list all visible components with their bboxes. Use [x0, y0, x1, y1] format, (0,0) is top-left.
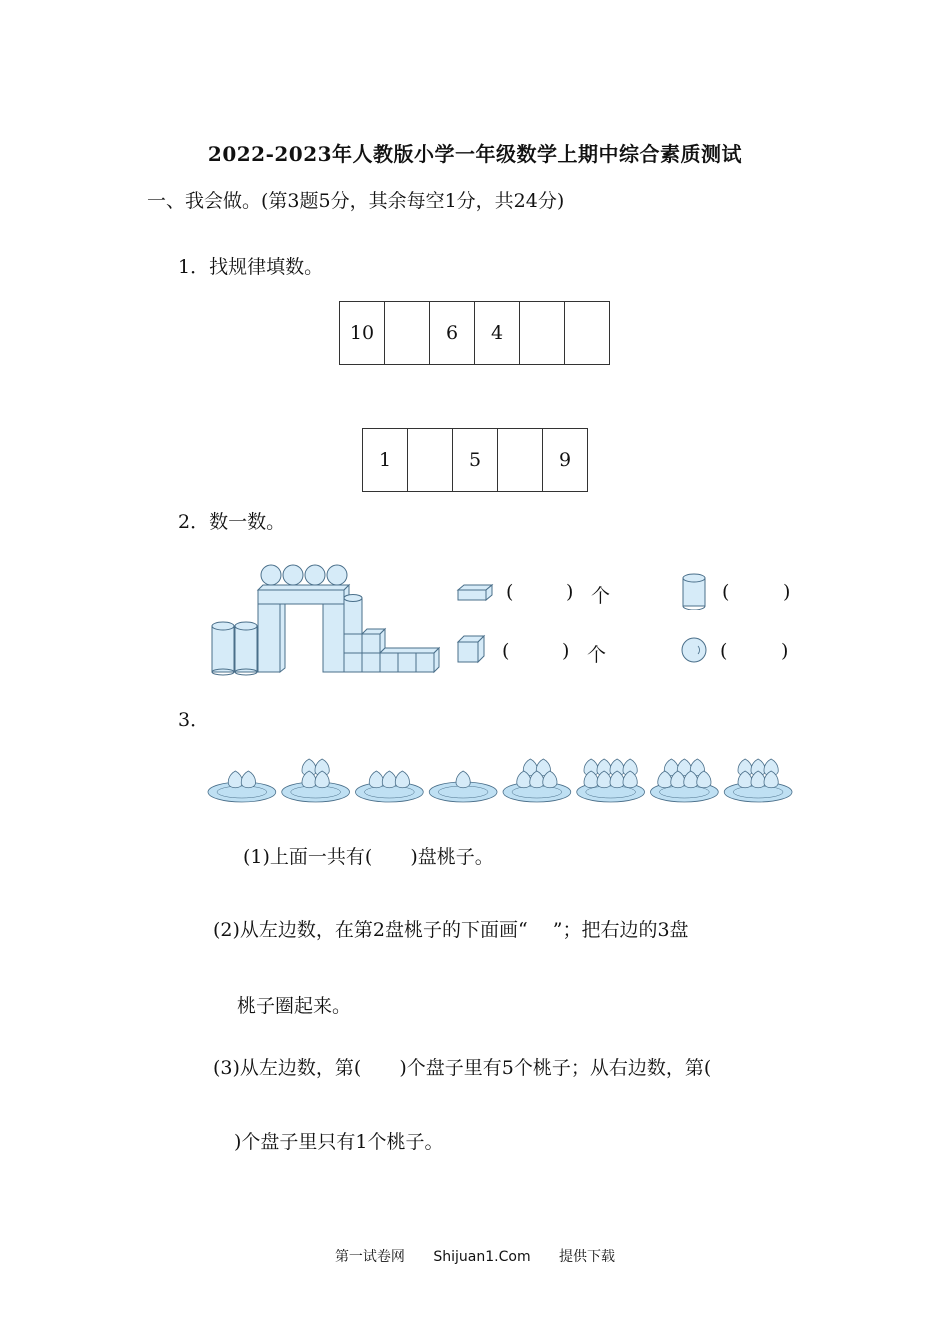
sphere-open-paren: (	[720, 640, 728, 662]
peach-plate	[208, 771, 276, 802]
cuboid-unit: 个	[591, 585, 611, 607]
seq1-cell[interactable]	[385, 302, 430, 365]
cube-unit: 个	[587, 644, 607, 666]
footer-left: 第一试卷网	[334, 1249, 405, 1265]
q3-sub2-line1: (2)从左边数，在第2盘桃子的下面画“ ”；把右边的3盘	[213, 919, 689, 941]
block-structure-illustration	[205, 558, 440, 676]
question-2-label: 2．数一数。	[178, 511, 286, 533]
peach-icon	[369, 771, 383, 788]
seq1-cell: 4	[475, 302, 520, 365]
cube-close-paren: )	[562, 640, 570, 662]
seq2-cell: 1	[363, 429, 408, 492]
footer-middle[interactable]: Shijuan1.Com	[433, 1249, 531, 1265]
peach-plate	[429, 771, 497, 802]
q3-sub3-line2: )个盘子里只有1个桃子。	[234, 1131, 444, 1153]
footer-right: 提供下载	[559, 1249, 616, 1265]
peach-icon	[382, 771, 396, 788]
cylinder-icon	[680, 572, 708, 610]
q3-sub3-line1: (3)从左边数，第( )个盘子里有5个桃子；从右边数，第(	[213, 1057, 712, 1079]
peach-plate	[503, 759, 571, 802]
q3-sub2-line2: 桃子圈起来。	[237, 995, 352, 1017]
question-3-label: 3．	[178, 709, 210, 731]
seq1-cell[interactable]	[520, 302, 565, 365]
cylinder-close-paren: )	[783, 581, 791, 603]
peach-icon	[228, 771, 242, 788]
cuboid-open-paren: (	[506, 581, 514, 603]
peach-icon	[241, 771, 255, 788]
seq1-cell: 6	[430, 302, 475, 365]
peach-plate	[651, 759, 719, 802]
peach-plate	[282, 759, 350, 802]
sphere-close-paren: )	[781, 640, 789, 662]
peach-icon	[456, 771, 470, 788]
peach-plate	[356, 771, 424, 802]
cuboid-close-paren: )	[566, 581, 574, 603]
peach-plates-illustration	[205, 748, 795, 810]
seq1-cell: 10	[340, 302, 385, 365]
sphere-icon	[680, 636, 708, 664]
seq2-cell[interactable]	[498, 429, 543, 492]
page-title: 2022-2023年人教版小学一年级数学上期中综合素质测试	[207, 142, 743, 166]
cube-open-paren: (	[502, 640, 510, 662]
seq2-cell: 9	[543, 429, 588, 492]
sequence-table-2	[362, 428, 588, 492]
peach-plate	[577, 759, 645, 802]
peach-plate	[724, 759, 792, 802]
seq2-cell: 5	[453, 429, 498, 492]
seq1-cell[interactable]	[565, 302, 610, 365]
q3-sub1: (1)上面一共有( )盘桃子。	[243, 846, 494, 868]
question-1-label: 1．找规律填数。	[178, 256, 324, 278]
cylinder-open-paren: (	[722, 581, 730, 603]
cuboid-icon	[456, 582, 494, 602]
footer	[0, 1246, 950, 1266]
section-heading: 一、我会做。(第3题5分，其余每空1分，共24分)	[147, 190, 565, 212]
cube-icon	[456, 634, 486, 664]
seq2-cell[interactable]	[408, 429, 453, 492]
sequence-table-1	[339, 301, 610, 365]
peach-icon	[395, 771, 409, 788]
